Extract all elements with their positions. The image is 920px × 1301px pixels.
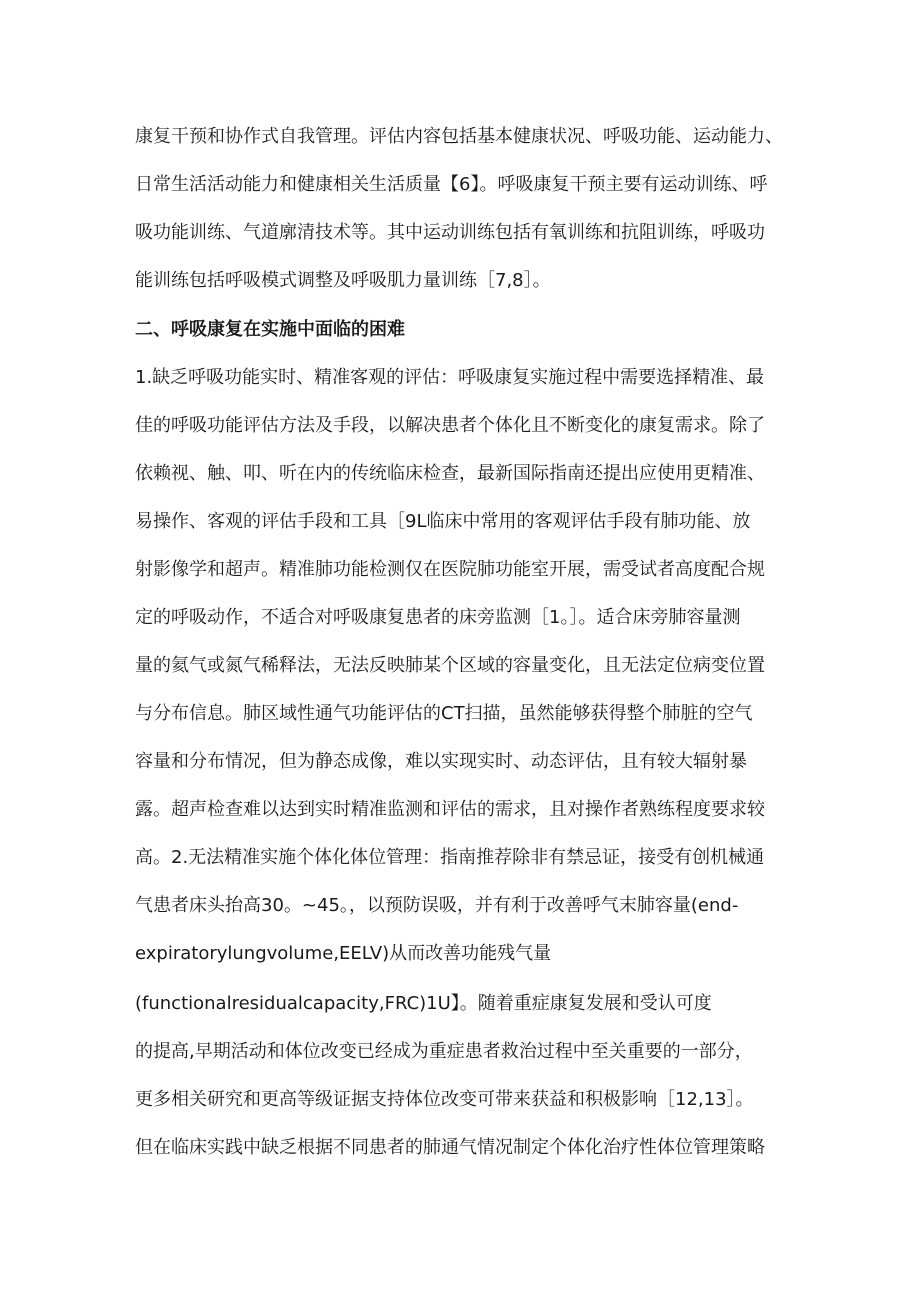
paragraph1-line-1: 康复干预和协作式自我管理。评估内容包括基本健康状况、呼吸功能、运动能力、	[135, 126, 783, 147]
paragraph2-line-6: 定的呼吸动作，不适合对呼吸康复患者的床旁监测［1。］。适合床旁肺容量测	[135, 607, 741, 628]
paragraph2-line-16: 更多相关研究和更高等级证据支持体位改变可带来获益和积极影响［12,13］。	[135, 1089, 754, 1110]
paragraph2-line-9: 容量和分布情况，但为静态成像，难以实现实时、动态评估，且有较大辐射暴	[135, 751, 747, 772]
paragraph2-line-10: 露。超声检查难以达到实时精准监测和评估的需求，且对操作者熟练程度要求较	[135, 799, 765, 820]
paragraph2-line-4: 易操作、客观的评估手段和工具［9L临床中常用的客观评估手段有肺功能、放	[135, 511, 751, 532]
paragraph2-line-14: (functionalresidualcapacity,FRC)1U】。随着重症康复发展和受认可度	[135, 993, 712, 1014]
paragraph2-line-8: 与分布信息。肺区域性通气功能评估的CT扫描，虽然能够获得整个肺脏的空气	[135, 703, 753, 724]
section-heading: 二、呼吸康复在实施中面临的困难	[135, 319, 405, 340]
paragraph2-line-3: 依赖视、触、叩、听在内的传统临床检查，最新国际指南还提出应使用更精准、	[135, 463, 765, 484]
paragraph2-line-13: expiratorylungvolume,EELV)从而改善功能残气量	[135, 943, 552, 964]
paragraph2-line-1: 1.缺乏呼吸功能实时、精准客观的评估：呼吸康复实施过程中需要选择精准、最	[135, 367, 765, 388]
paragraph2-line-7: 量的氦气或氮气稀释法，无法反映肺某个区域的容量变化，且无法定位病变位置	[135, 655, 765, 676]
paragraph2-line-15: 的提高,早期活动和体位改变已经成为重症患者救治过程中至关重要的一部分，	[135, 1041, 753, 1062]
paragraph2-line-5: 射影像学和超声。精准肺功能检测仅在医院肺功能室开展，需受试者高度配合规	[135, 559, 765, 580]
paragraph2-line-2: 佳的呼吸功能评估方法及手段，以解决患者个体化且不断变化的康复需求。除了	[135, 415, 765, 436]
paragraph2-line-12: 气患者床头抬高30。~45。，以预防误吸，并有利于改善呼气末肺容量(end-	[135, 895, 739, 916]
paragraph2-line-17: 但在临床实践中缺乏根据不同患者的肺通气情况制定个体化治疗性体位管理策略	[135, 1137, 765, 1158]
paragraph2-line-11: 高。2.无法精准实施个体化体位管理：指南推荐除非有禁忌证，接受有创机械通	[135, 847, 765, 868]
paragraph1-line-3: 吸功能训练、气道廓清技术等。其中运动训练包括有氧训练和抗阻训练，呼吸功	[135, 222, 765, 243]
paragraph1-line-2: 日常生活活动能力和健康相关生活质量【6】。呼吸康复干预主要有运动训练、呼	[135, 174, 768, 195]
paragraph1-line-4: 能训练包括呼吸模式调整及呼吸肌力量训练［7,8］。	[135, 270, 551, 291]
